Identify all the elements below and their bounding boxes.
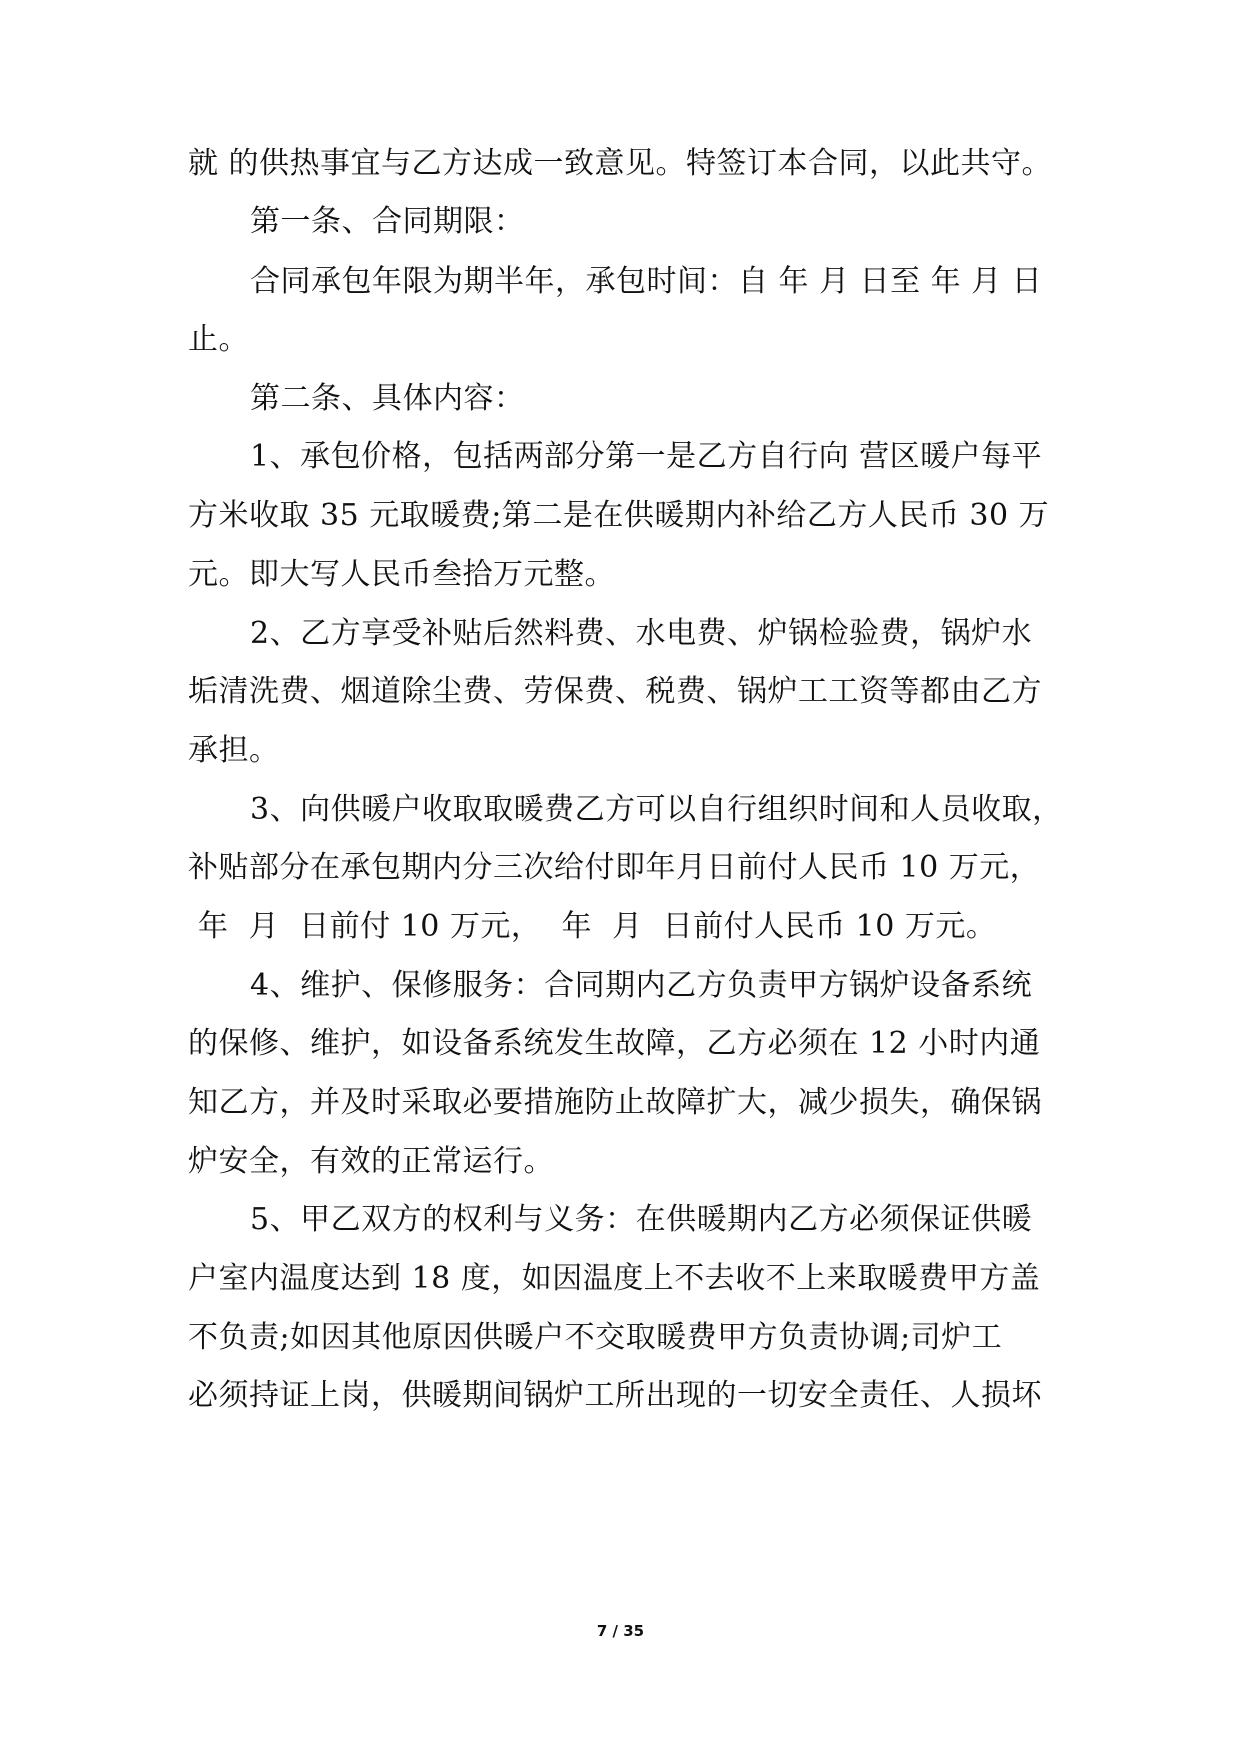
text-line: 承担。 (188, 733, 280, 768)
text-line: 的保修、维护，如设备系统发生故障，乙方必须在 12 小时内通 (188, 1026, 1041, 1061)
text-line: 止。 (188, 322, 249, 357)
text-line: 补贴部分在承包期内分三次给付即年月日前付人民币 10 万元， (188, 850, 1041, 885)
text-line: 4、维护、保修服务：合同期内乙方负责甲方锅炉设备系统 (250, 968, 1033, 1003)
page-number: 7 / 35 (596, 1622, 645, 1640)
text-line: 不负责;如因其他原因供暖户不交取暖费甲方负责协调;司炉工 (188, 1320, 1003, 1355)
section-heading: 第一条、合同期限： (250, 204, 525, 239)
text-line: 方米收取 35 元取暖费;第二是在供暖期内补给乙方人民币 30 万 (188, 498, 1050, 533)
text-line: 炉安全，有效的正常运行。 (188, 1144, 554, 1179)
text-line: 元。即大写人民币叁拾万元整。 (188, 557, 615, 592)
text-line: 2、乙方享受补贴后然料费、水电费、炉锅检验费，锅炉水 (250, 616, 1033, 651)
text-line: 5、甲乙双方的权利与义务：在供暖期内乙方必须保证供暖 (250, 1202, 1033, 1237)
text-line: 户室内温度达到 18 度，如因温度上不去收不上来取暖费甲方盖 (188, 1261, 1041, 1296)
text-line: 3、向供暖户收取取暖费乙方可以自行组织时间和人员收取， (250, 792, 1063, 827)
text-line: 垢清洗费、烟道除尘费、劳保费、税费、锅炉工工资等都由乙方 (188, 674, 1042, 709)
text-line: 知乙方，并及时采取必要措施防止故障扩大，减少损失，确保锅 (188, 1085, 1042, 1120)
text-line: 合同承包年限为期半年，承包时间：自 年 月 日至 年 月 日 (250, 264, 1043, 299)
text-line: 年 月 日前付 10 万元， 年 月 日前付人民币 10 万元。 (188, 909, 997, 944)
text-line: 必须持证上岗，供暖期间锅炉工所出现的一切安全责任、人损坏 (188, 1378, 1042, 1413)
text-line: 就 的供热事宜与乙方达成一致意见。特签订本合同，以此共守。 (188, 146, 1053, 181)
text-line: 1、承包价格，包括两部分第一是乙方自行向 营区暖户每平 (250, 439, 1043, 474)
section-heading: 第二条、具体内容： (250, 381, 525, 416)
